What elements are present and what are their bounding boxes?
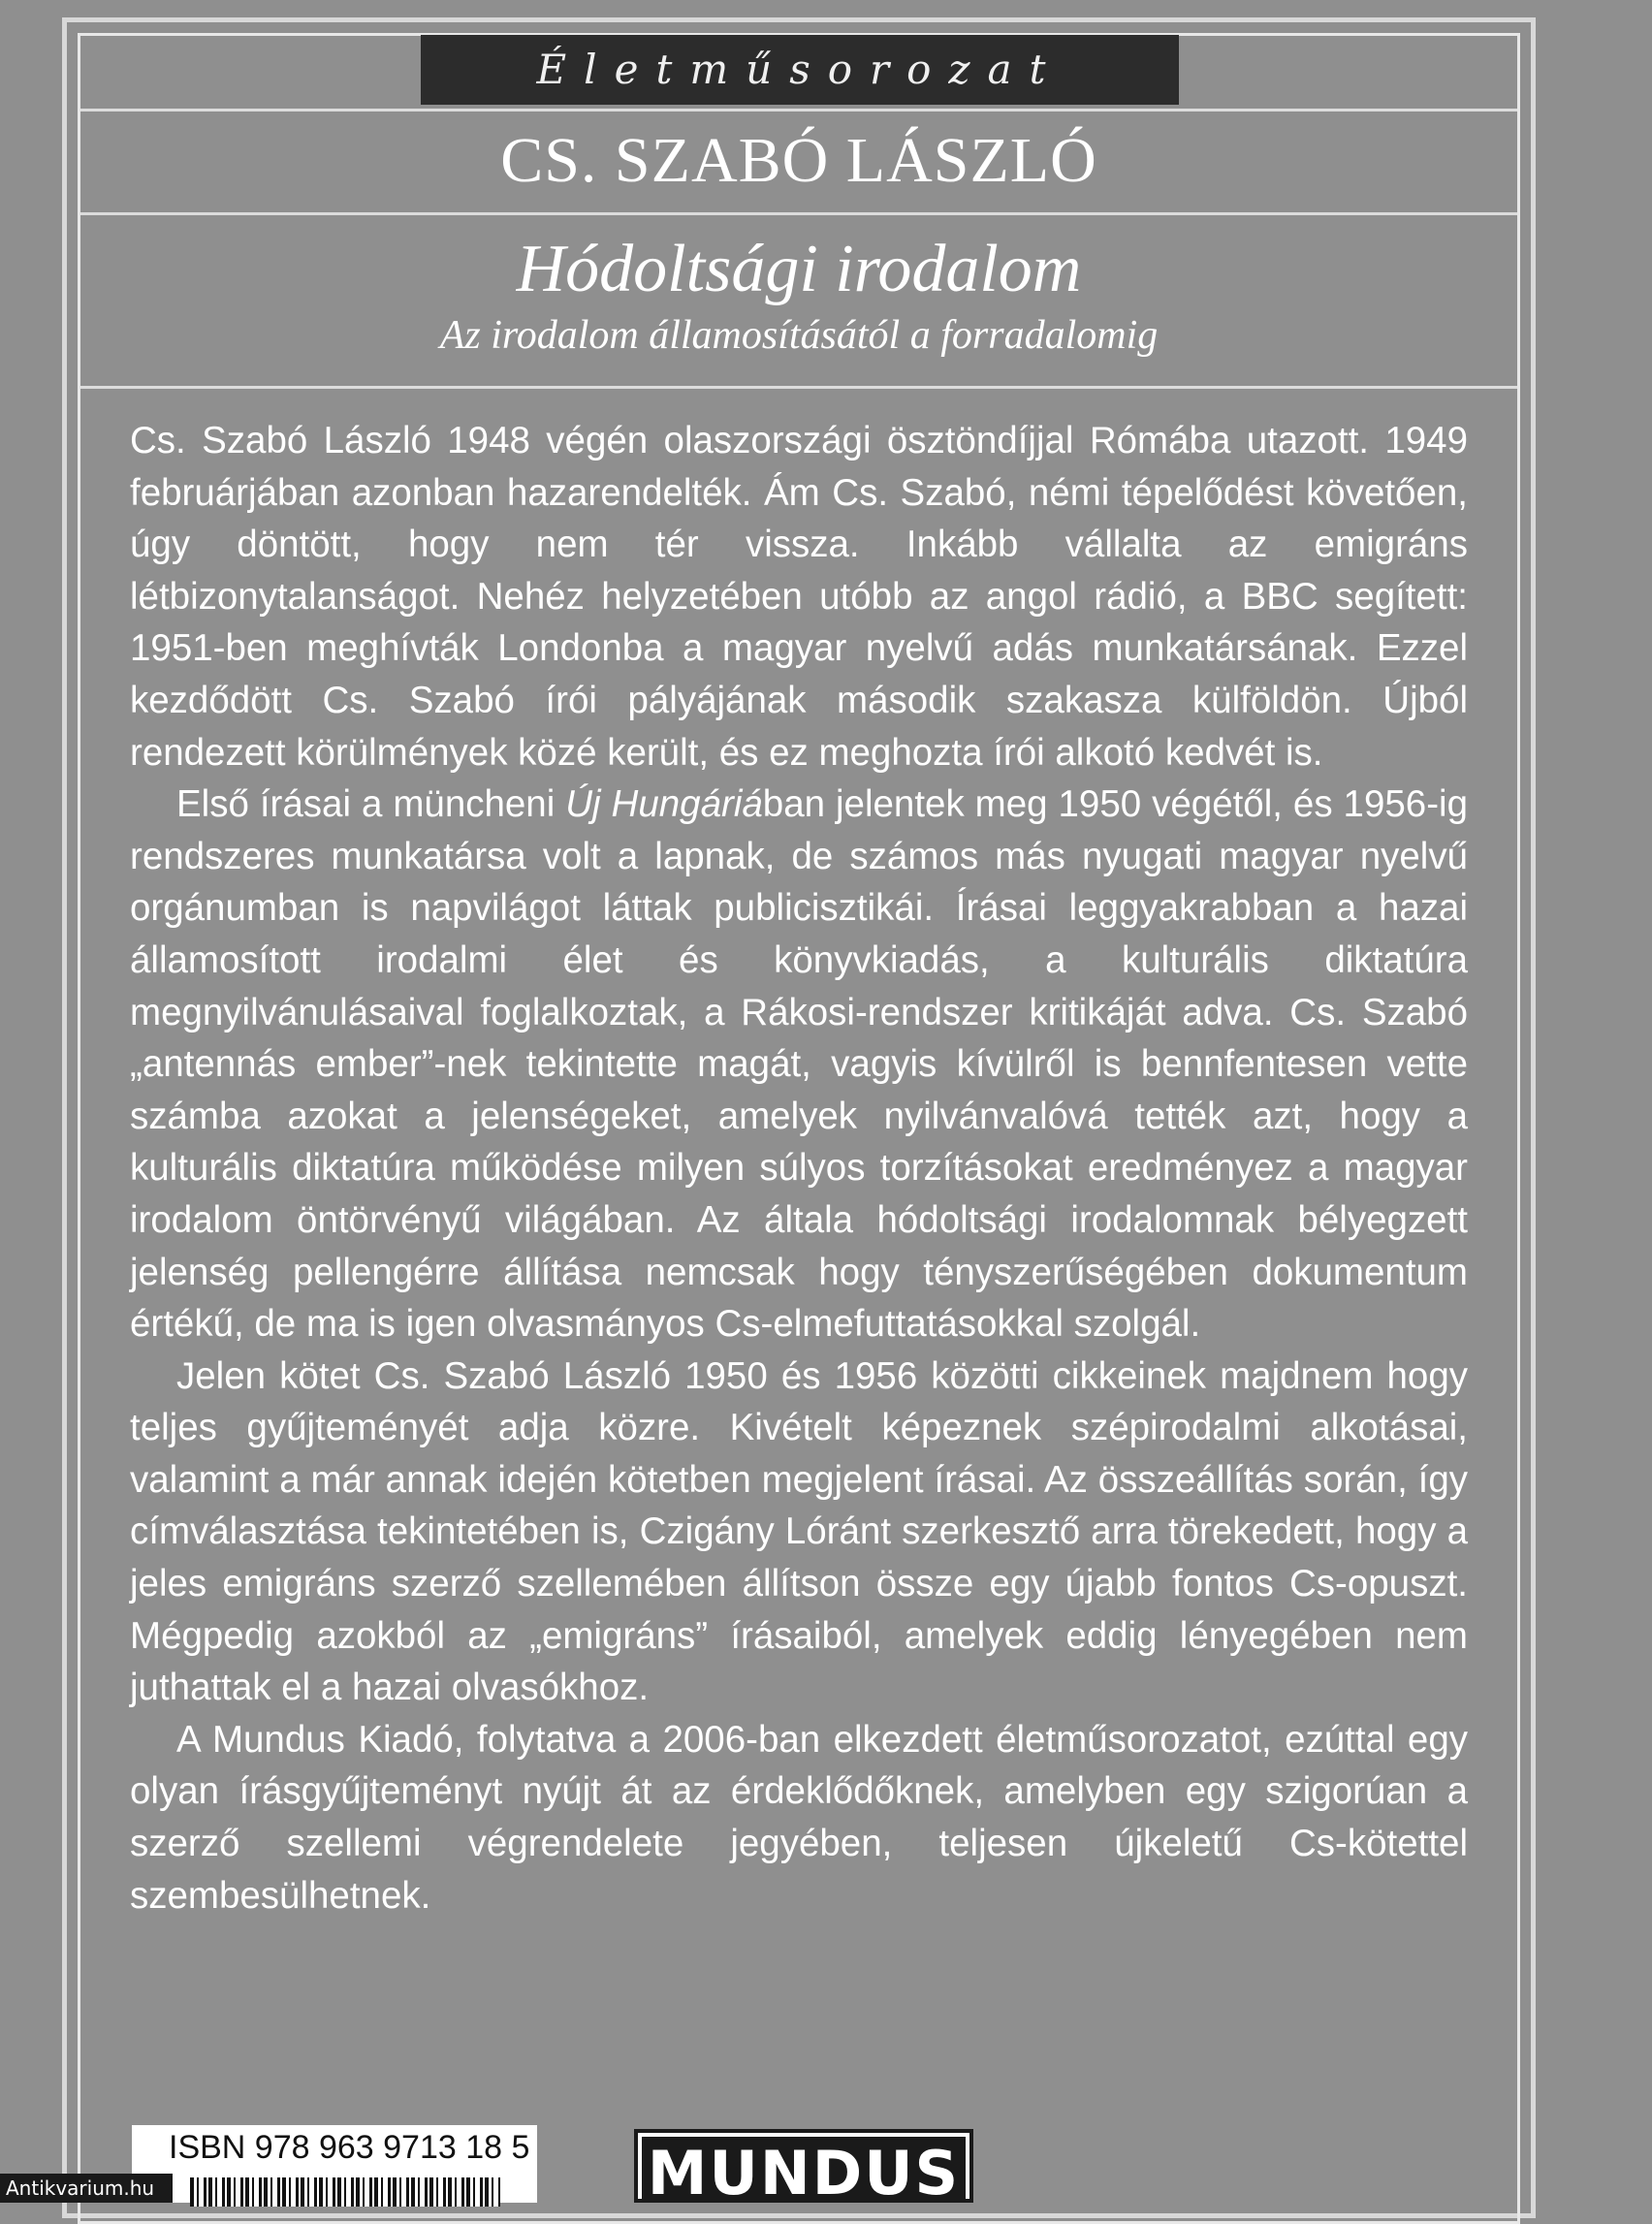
divider-top xyxy=(80,109,1517,111)
book-title: Hódoltsági irodalom xyxy=(516,232,1082,306)
journal-title: Új Hungáriá xyxy=(565,783,763,826)
blurb-paragraph-2 xyxy=(130,778,1468,1350)
blurb-paragraph-1: Cs. Szabó László 1948 végén olaszországi ösztöndíjjal Rómába utazott. 1949 februárjában azonban hazarendelték. Ám Cs. Szabó, némi tépelődést követően, úgy döntött, hogy nem tér vissza. Inkább vállalta az emigráns létbizonytalanságot. Nehéz helyzetében utóbb az angol rádió, a BBC segített: 1951-ben meghívták Londonba a magyar nyelvű adás munkatársának. Ezzel kezdődött Cs. Szabó írói pályájának második szakasza külföldön. Újból rendezett körülmények közé került, és ez meghozta írói alkotó kedvét is. xyxy=(130,420,1468,774)
blurb-text xyxy=(130,415,1468,1922)
blurb-p2-rest: ban jelentek meg 1950 végétől, és 1956-ig rendszeres munkatársa volt a lapnak, de számos más nyugati magyar nyelvű orgánumban is napvilágot láttak publicisztikái. Írásai leggyakrabban a hazai államosított irodalmi élet és könyvkiadás, a kulturális diktatúra megnyilvánulásaival foglalkoztak, a Rákosi-rendszer kritikáját adva. Cs. Szabó „antennás ember”-nek tekintette magát, vagyis kívülről is bennfentesen vette számba azokat a jelenségeket, amelyek nyilvánvalóvá tették azt, hogy a kulturális diktatúra működése milyen súlyos torzításokat eredményez a magyar irodalom öntörvényű világában. Az általa hódoltsági irodalomnak bélyegzett jelenség pellengérre állítása nemcsak hogy tényszerűségében dokumentum értékű, de ma is igen olvasmányos Cs-elmefuttatásokkal szolgál. xyxy=(130,783,1468,1346)
book-subtitle: Az irodalom államosításától a forradalomig xyxy=(439,313,1159,358)
series-label: Életműsorozat xyxy=(421,35,1179,105)
divider-bottom xyxy=(80,386,1517,389)
publisher-logo xyxy=(634,2129,973,2208)
isbn-number: ISBN 978 963 9713 18 5 xyxy=(169,2129,530,2166)
blurb-p2-start: Első írásai a müncheni xyxy=(176,783,566,826)
source-watermark: Antikvarium.hu xyxy=(0,2174,173,2203)
divider-middle xyxy=(80,212,1517,215)
author-name: CS. SZABÓ LÁSZLÓ xyxy=(500,125,1097,196)
blurb-paragraph-4: A Mundus Kiadó, folytatva a 2006-ban elkezdett életműsorozatot, ezúttal egy olyan írásgyűjteményt nyújt át az érdeklődőknek, amelyben egy szigorúan a szerző szellemi végrendelete jegyében, teljesen újkeletű Cs-kötettel szembesülhetnek. xyxy=(130,1718,1468,1917)
publisher-logo-text: MUNDUS xyxy=(642,2137,966,2199)
isbn-barcode-box xyxy=(132,2125,537,2203)
blurb-paragraph-3: Jelen kötet Cs. Szabó László 1950 és 1956 közötti cikkeinek majdnem hogy teljes gyűjteményét adja közre. Kivételt képeznek szépirodalmi alkotásai, valamint a már annak idején kötetben megjelent írásai. Az összeállítás során, így címválasztása tekintetében is, Czigány Lóránt szerkesztő arra törekedett, hogy a jeles emigráns szerző szellemében állítson össze egy újabb fontos Cs-opuszt. Mégpedig azokból az „emigráns” írásaiból, amelyek eddig lényegében nem juthattak el a hazai olvasókhoz. xyxy=(130,1354,1468,1709)
